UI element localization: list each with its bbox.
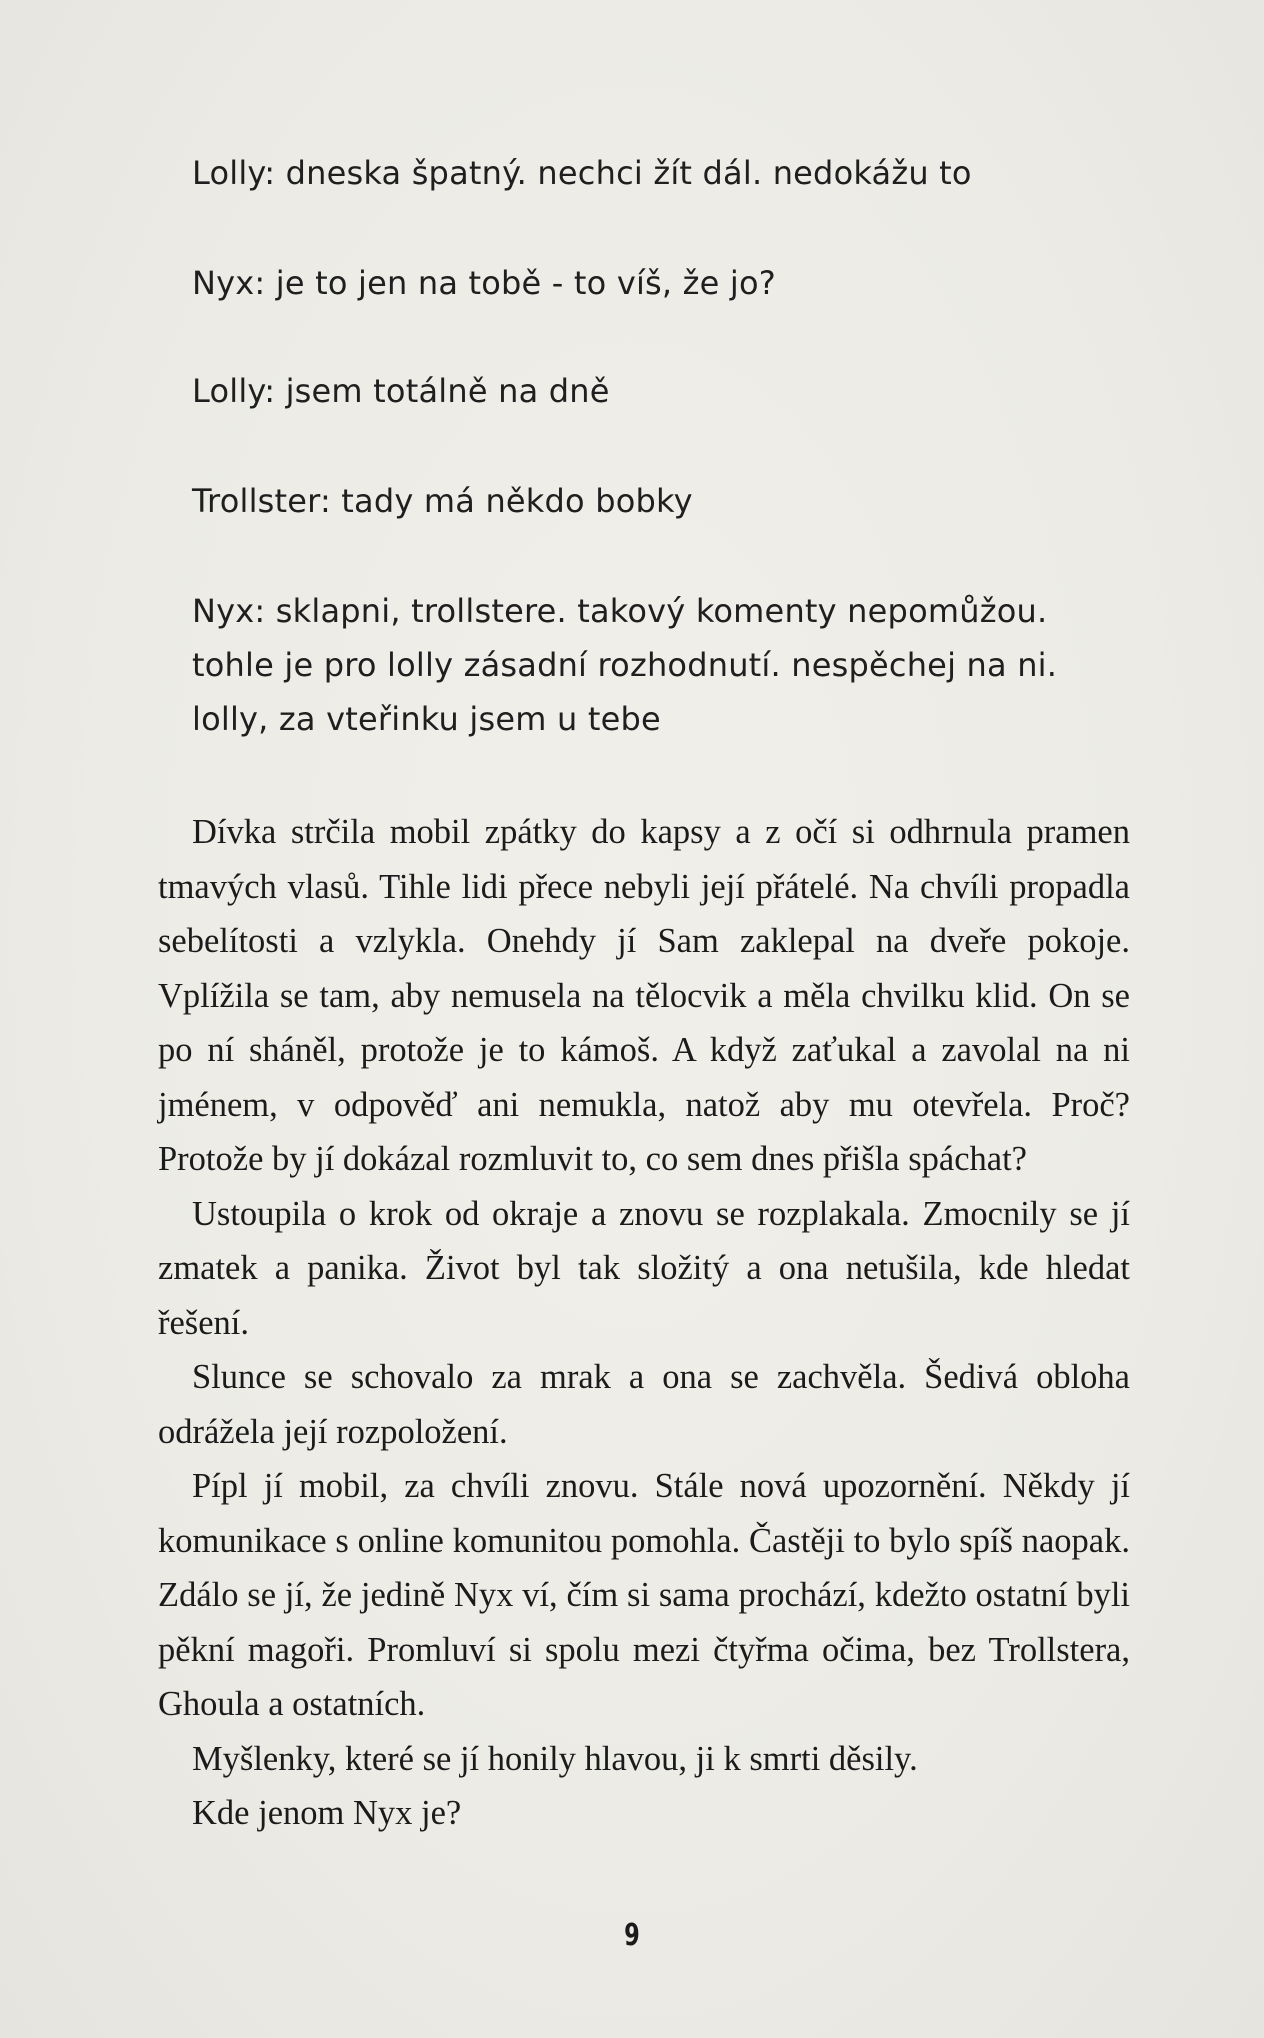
chat-message	[192, 364, 1152, 418]
paragraph: Dívka strčila mobil zpátky do kapsy a z očí si odhrnula pramen tmavých vlasů. Tihle lidi přece nebyli její přátelé. Na chvíli propadla sebelítosti a vzlykla. Onehdy jí Sam zaklepal na dveře pokoje. Vplížila se tam, aby nemusela na tělocvik a měla chvilku klid. On se po ní sháněl, protože je to kámoš. A když zaťukal a zavolal na ni jménem, v odpověď ani nemukla, natož aby mu otevřela. Proč? Protože by jí dokázal rozmluvit to, co sem dnes přišla spáchat?	[158, 813, 1130, 1178]
chat-message	[192, 474, 1152, 528]
paragraph: Pípl jí mobil, za chvíli znovu. Stále nová upozornění. Někdy jí komunikace s online komunitou pomohla. Častěji to bylo spíš naopak. Zdálo se jí, že jedině Nyx ví, čím si sama prochází, kdežto ostatní byli pěkní magoři. Promluví si spolu mezi čtyřma očima, bez Trollstera, Ghoula a ostatních.	[158, 1467, 1130, 1723]
chat-line: Nyx: je to jen na tobě - to víš, že jo?	[192, 264, 776, 302]
chat-line: tohle je pro lolly zásadní rozhodnutí. nespěchej na ni.	[192, 646, 1058, 684]
chat-message	[192, 584, 1152, 746]
chat-message	[192, 256, 1152, 310]
paragraph: Myšlenky, které se jí honily hlavou, ji k smrti děsily.	[192, 1739, 918, 1778]
paragraph: Kde jenom Nyx je?	[192, 1794, 462, 1832]
paragraph: Slunce se schovalo za mrak a ona se zachvěla. Šedivá obloha odrážela její rozpoložení.	[158, 1358, 1130, 1451]
chat-line: Lolly: dneska špatný. nechci žít dál. nedokážu to	[192, 154, 972, 192]
paragraph: Ustoupila o krok od okraje a znovu se rozplakala. Zmocnily se jí zmatek a panika. Život byl tak složitý a ona netušila, kde hledat řešení.	[158, 1194, 1130, 1342]
page-number: 9	[624, 1918, 640, 1953]
chat-message	[192, 146, 1152, 200]
chat-line: Lolly: jsem totálně na dně	[192, 372, 610, 410]
chat-line: Trollster: tady má někdo bobky	[192, 482, 693, 520]
body-text	[158, 805, 1130, 1841]
chat-line: lolly, za vteřinku jsem u tebe	[192, 700, 661, 738]
chat-line: Nyx: sklapni, trollstere. takový komenty nepomůžou.	[192, 592, 1048, 630]
